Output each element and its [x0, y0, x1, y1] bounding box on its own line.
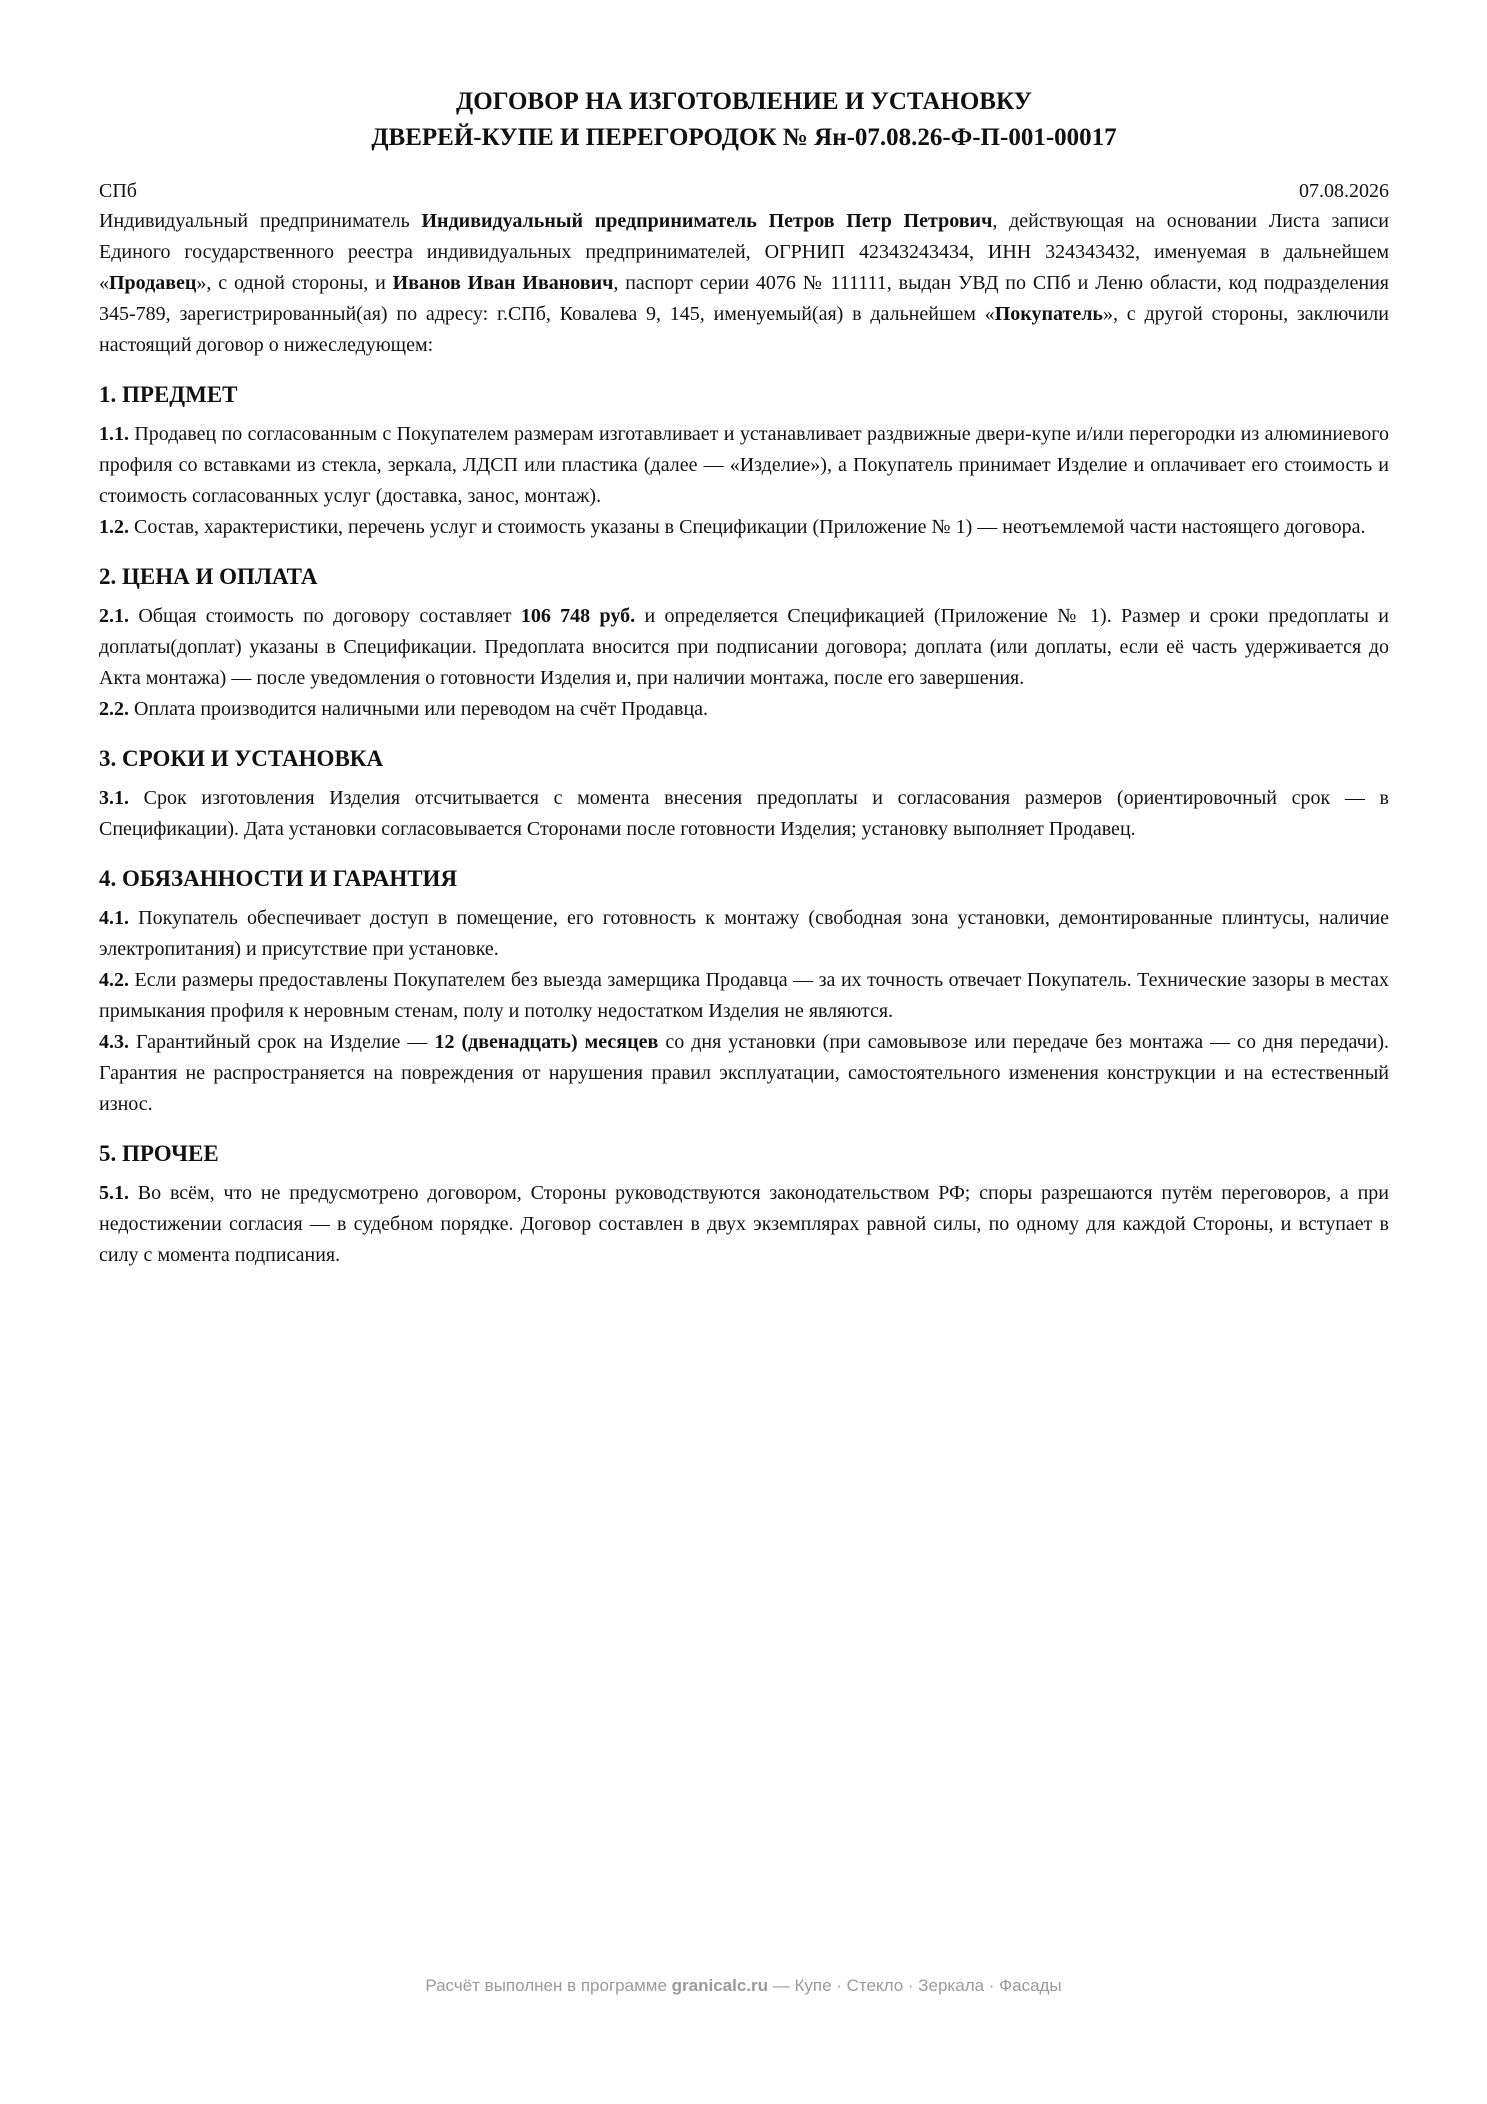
clause-number: 2.2.	[99, 698, 129, 720]
clause-4-2	[99, 965, 1389, 1027]
clause-text: Общая стоимость по договору составляет	[129, 605, 521, 627]
clause-2-2	[99, 694, 1389, 725]
section-heading-terms: 3. СРОКИ И УСТАНОВКА	[99, 746, 384, 771]
clause-number: 2.1.	[99, 605, 129, 627]
clause-number: 3.1.	[99, 787, 129, 809]
section-heading-price: 2. ЦЕНА И ОПЛАТА	[99, 564, 318, 589]
clause-text: Оплата производится наличными или переводом на счёт Продавца.	[129, 698, 709, 720]
preamble-text-3: », с одной стороны, и	[196, 272, 393, 294]
clause-3-1	[99, 783, 1389, 845]
clause-text: Срок изготовления Изделия отсчитывается с момента внесения предоплаты и согласования размеров (ориентировочный срок — в Спецификации). Дата установки согласовывается Сторонами после готовности Изделия; установку выполняет Продавец.	[99, 787, 1389, 840]
footer-prefix: Расчёт выполнен в программе	[425, 1976, 672, 1995]
clause-text: Покупатель обеспечивает доступ в помещение, его готовность к монтажу (свободная зона установки, демонтированные плинтусы, наличие электропитания) и присутствие при установке.	[99, 907, 1389, 960]
contract-price: 106 748 руб.	[520, 605, 636, 627]
clause-text: и определяется Спецификацией (Приложение № 1). Размер и сроки предоплаты и доплаты(доплат) указаны в Спецификации. Предоплата вносится при подписании договора; доплата (или доплаты, если её часть удерживается до Акта монтажа) — после уведомления о готовности Изделия и, при наличии монтажа, после его завершения.	[99, 605, 1389, 689]
section-heading-other: 5. ПРОЧЕЕ	[99, 1141, 219, 1166]
preamble-text-4: , паспорт серии 4076 № 111111, выдан УВД по СПб и Леню области, код подразделения 345-789, зарегистрированный(ая) по адресу: г.СПб, Ковалева 9, 145, именуемый(ая) в дальнейшем «	[99, 272, 1389, 325]
clause-number: 4.3.	[99, 1031, 129, 1053]
clause-4-3	[99, 1027, 1389, 1120]
contract-city: СПб	[99, 180, 137, 202]
clause-number: 4.2.	[99, 969, 129, 991]
contract-title	[99, 84, 1389, 156]
buyer-name: Иванов Иван Иванович	[392, 272, 614, 294]
seller-label: Продавец	[109, 272, 197, 294]
clause-1-1	[99, 419, 1389, 512]
section-heading-obligations: 4. ОБЯЗАННОСТИ И ГАРАНТИЯ	[99, 866, 458, 891]
footer-site-link[interactable]: granicalc.ru	[671, 1976, 769, 1995]
seller-name: Индивидуальный предприниматель Петров Петр Петрович	[421, 210, 993, 232]
city-date-row	[99, 176, 1389, 206]
title-line-2: ДВЕРЕЙ-КУПЕ И ПЕРЕГОРОДОК № Ян-07.08.26-Ф-П-001-00017	[371, 124, 1117, 151]
page-footer	[0, 1976, 1487, 1996]
clause-2-1	[99, 601, 1389, 694]
preamble-text-1: Индивидуальный предприниматель	[99, 210, 422, 232]
section-heading-subject: 1. ПРЕДМЕТ	[99, 382, 238, 407]
preamble-text-2: , действующая на основании Листа записи Единого государственного реестра индивидуальных предпринимателей, ОГРНИП 42343243434, ИНН 324343432, именуемая в дальнейшем «	[99, 210, 1389, 294]
title-line-1: ДОГОВОР НА ИЗГОТОВЛЕНИЕ И УСТАНОВКУ	[456, 88, 1032, 115]
clause-number: 5.1.	[99, 1182, 129, 1204]
warranty-term: 12 (двенадцать) месяцев	[434, 1031, 659, 1053]
clause-text: Если размеры предоставлены Покупателем без выезда замерщика Продавца — за их точность отвечает Покупатель. Технические зазоры в местах примыкания профиля к неровным стенам, полу и потолку недостатком Изделия не являются.	[99, 969, 1389, 1022]
clause-text: Продавец по согласованным с Покупателем размерам изготавливает и устанавливает раздвижные двери-купе и/или перегородки из алюминиевого профиля со вставками из стекла, зеркала, ЛДСП или пластика (далее — «Изделие»), а Покупатель принимает Изделие и оплачивает его стоимость и стоимость согласованных услуг (доставка, занос, монтаж).	[99, 423, 1389, 507]
clause-text: Гарантийный срок на Изделие —	[129, 1031, 435, 1053]
footer-suffix: — Купе · Стекло · Зеркала · Фасады	[768, 1976, 1062, 1995]
clause-number: 1.1.	[99, 423, 129, 445]
preamble-paragraph	[99, 206, 1389, 361]
clause-text: со дня установки (при самовывозе или передаче без монтажа — со дня передачи). Гарантия не распространяется на повреждения от нарушения правил эксплуатации, самостоятельного изменения конструкции и на естественный износ.	[99, 1031, 1390, 1115]
contract-document	[99, 84, 1389, 1271]
clause-number: 1.2.	[99, 516, 129, 538]
clause-text: Во всём, что не предусмотрено договором, Стороны руководствуются законодательством РФ; споры разрешаются путём переговоров, а при недостижении согласия — в судебном порядке. Договор составлен в двух экземплярах равной силы, по одному для каждой Стороны, и вступает в силу с момента подписания.	[99, 1182, 1389, 1266]
clause-1-2	[99, 512, 1389, 543]
contract-date: 07.08.2026	[1299, 180, 1389, 202]
clause-text: Состав, характеристики, перечень услуг и стоимость указаны в Спецификации (Приложение № 1) — неотъемлемой части настоящего договора.	[129, 516, 1366, 538]
buyer-label: Покупатель	[994, 303, 1104, 325]
clause-5-1	[99, 1178, 1389, 1271]
clause-number: 4.1.	[99, 907, 129, 929]
clause-4-1	[99, 903, 1389, 965]
preamble-text-5: », с другой стороны, заключили настоящий договор о нижеследующем:	[99, 303, 1389, 356]
